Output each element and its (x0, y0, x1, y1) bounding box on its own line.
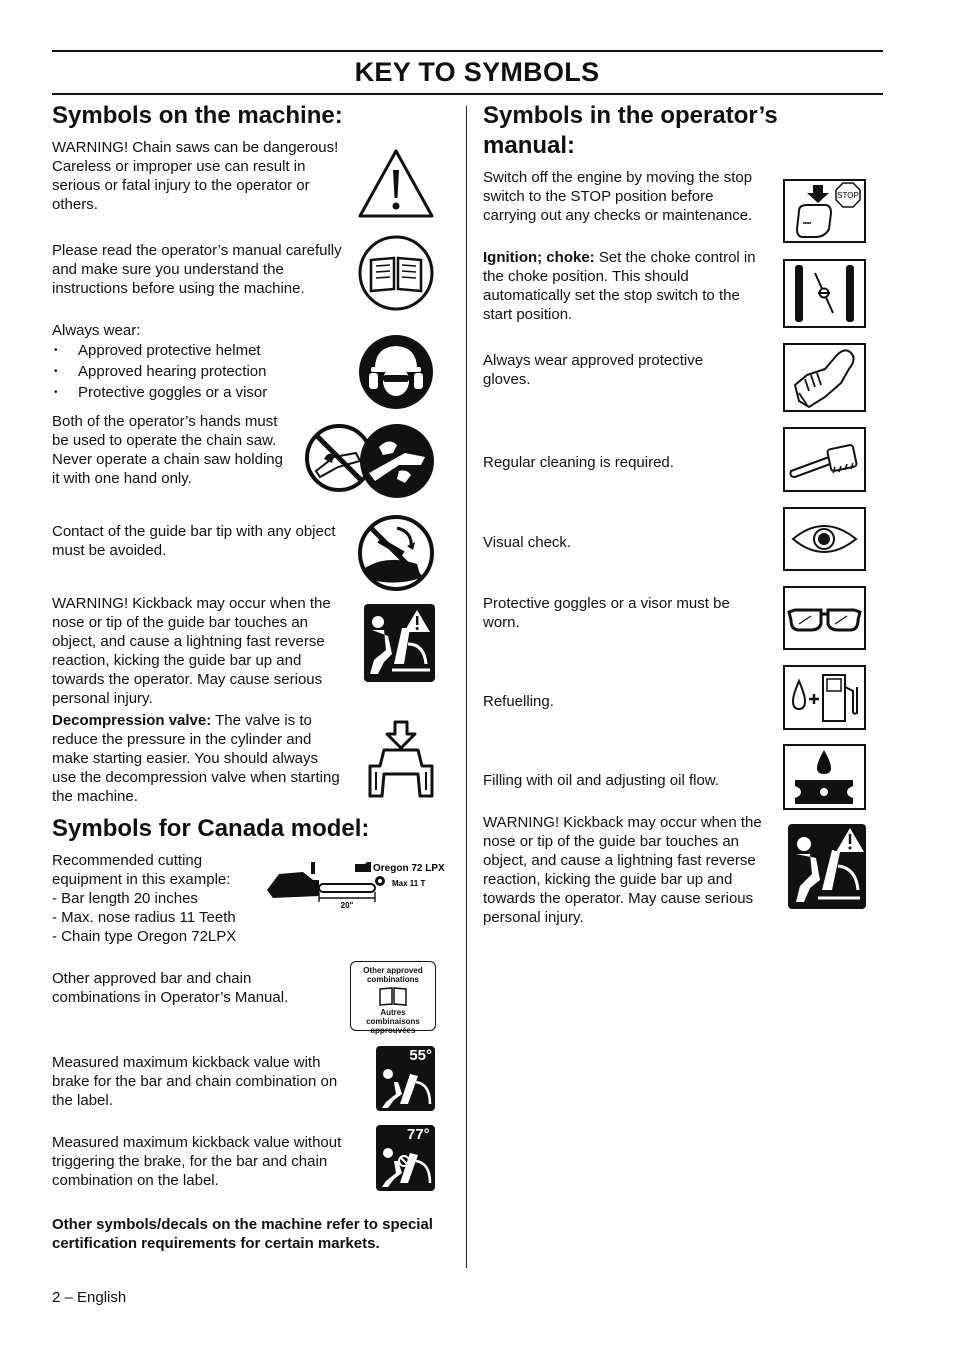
read-manual-icon (357, 234, 435, 312)
recommended-cutting-text (52, 851, 262, 946)
read-manual-text: Please read the operator’s manual carefully and make sure you understand the instructions before using the machine. (52, 242, 342, 297)
kickback-with-brake-decal (376, 1046, 435, 1111)
visual-check-text: Visual check. (483, 534, 572, 551)
max-teeth-label: Max 11 T (392, 879, 426, 888)
canada-line: equipment in this example: (52, 871, 231, 888)
decompression-valve-label: Decompression valve: (52, 712, 212, 729)
two-hands-text: Both of the operator’s hands must be used to operate the chain saw. Never operate a chain saw holding it with one hand only. (52, 413, 283, 487)
glasses-graphic (785, 588, 864, 648)
gloves-text: Always wear approved protective gloves. (483, 352, 704, 388)
decompression-valve-description: The valve is to reduce the pressure in the cylinder and make starting easier. You should always use the decompression valve when starting the machine. (52, 712, 340, 805)
stop-switch-graphic (785, 181, 864, 241)
brush-graphic (785, 429, 864, 490)
refuelling-text: Refuelling. (483, 693, 554, 710)
cleaning-brush-icon (783, 427, 866, 492)
stop-sign-label: STOP (837, 191, 859, 200)
helmet-ear-eye-protection-icon (357, 333, 435, 411)
other-symbols-note: Other symbols/decals on the machine refer to special certification requirements for certain markets. (52, 1216, 433, 1252)
decal-top-text: Other approved combinations (363, 966, 423, 984)
warning-text: WARNING! Chain saws can be dangerous! Careless or improper use can result in serious or fatal injury to the operator or others. (52, 139, 339, 213)
refuelling-icon (783, 665, 866, 730)
canada-line: - Chain type Oregon 72LPX (52, 928, 237, 945)
list-item: • Approved protective helmet (52, 340, 342, 361)
guide-bar-tip-text: Contact of the guide bar tip with any object must be avoided. (52, 523, 336, 559)
bar-length-label: 20" (340, 901, 354, 910)
ignition-choke-text (483, 248, 765, 324)
oil-drop-graphic (785, 746, 864, 808)
canada-line: Recommended cutting (52, 852, 203, 869)
manual-kickback-warning-text: WARNING! Kickback may occur when the nose or tip of the guide bar touches an object, and cause a lightning fast reverse reaction, kicking the guide bar up and towards the operator. May cause serious personal injury. (483, 814, 762, 926)
chain-oil-icon (783, 744, 866, 810)
choke-graphic (785, 261, 864, 326)
eye-icon (785, 509, 864, 569)
top-rule (52, 50, 883, 52)
ignition-choke-label: Ignition; choke: (483, 249, 595, 266)
always-wear-label: Always wear: (52, 322, 141, 339)
list-item: • Protective goggles or a visor (52, 382, 342, 403)
decompression-valve-icon (366, 720, 436, 800)
list-item: • Approved hearing protection (52, 361, 342, 382)
warning-triangle-icon (357, 148, 435, 220)
canada-symbols-heading: Symbols for Canada model: (52, 815, 370, 842)
kickback-angle-value: 55° (409, 1047, 432, 1064)
goggles-icon (783, 586, 866, 650)
chain-type-label: Oregon 72 LPX (373, 863, 445, 874)
manual-kickback-warning-icon (788, 824, 866, 909)
visual-check-icon (783, 507, 866, 571)
kickback-without-brake-decal (376, 1125, 435, 1191)
kickback-angle-value: 77° (407, 1126, 430, 1143)
machine-symbols-heading: Symbols on the machine: (52, 102, 343, 129)
decal-bottom-text: Autres combinaisons approuvées (366, 1008, 420, 1035)
glove-graphic (785, 345, 864, 410)
page-footer: 2 – English (52, 1289, 127, 1306)
choke-icon (783, 259, 866, 328)
other-combinations-decal (350, 961, 436, 1035)
cutting-equipment-decal (265, 858, 451, 910)
manual-symbols-heading: Symbols in the operator’s manual: (483, 102, 778, 159)
stop-engine-text: Switch off the engine by moving the stop switch to the STOP position before carrying out any checks or maintenance. (483, 169, 753, 224)
stop-switch-icon (783, 179, 866, 243)
goggles-text: Protective goggles or a visor must be worn. (483, 595, 730, 631)
title-rule (52, 93, 883, 95)
kickback-warning-icon (364, 604, 435, 682)
oil-text: Filling with oil and adjusting oil flow. (483, 772, 719, 789)
fuel-pump-graphic (785, 667, 864, 728)
two-hands-chainsaw-icon (359, 423, 435, 499)
kickback-brake-figure-icon (376, 1046, 435, 1111)
kickback-without-brake-text: Measured maximum kickback value without triggering the brake, for the bar and chain combination on the label. (52, 1134, 342, 1189)
column-divider (466, 106, 467, 1268)
ignition-choke-description: Set the choke control in the choke position. This should automatically set the stop switch to the start position. (483, 249, 756, 323)
bar-tip-contact-prohibited-icon (357, 514, 435, 592)
kickback-no-brake-figure-icon (376, 1125, 435, 1191)
cleaning-text: Regular cleaning is required. (483, 454, 674, 471)
kickback-warning-text: WARNING! Kickback may occur when the nose or tip of the guide bar touches an object, and cause a lightning fast reverse reaction, kicking the guide bar up and towards the operator. May cause serious personal injury. (52, 595, 331, 707)
decompression-valve-text (52, 711, 344, 806)
kickback-with-brake-text: Measured maximum kickback value with brake for the bar and chain combination on the label. (52, 1054, 338, 1109)
book-icon (378, 986, 408, 1006)
canada-line: - Max. nose radius 11 Teeth (52, 909, 236, 926)
other-combinations-text: Other approved bar and chain combinations in Operator’s Manual. (52, 970, 289, 1006)
gloves-icon (783, 343, 866, 412)
canada-line: - Bar length 20 inches (52, 890, 198, 907)
page-title: KEY TO SYMBOLS (354, 57, 600, 87)
protective-wear-list (52, 340, 342, 403)
